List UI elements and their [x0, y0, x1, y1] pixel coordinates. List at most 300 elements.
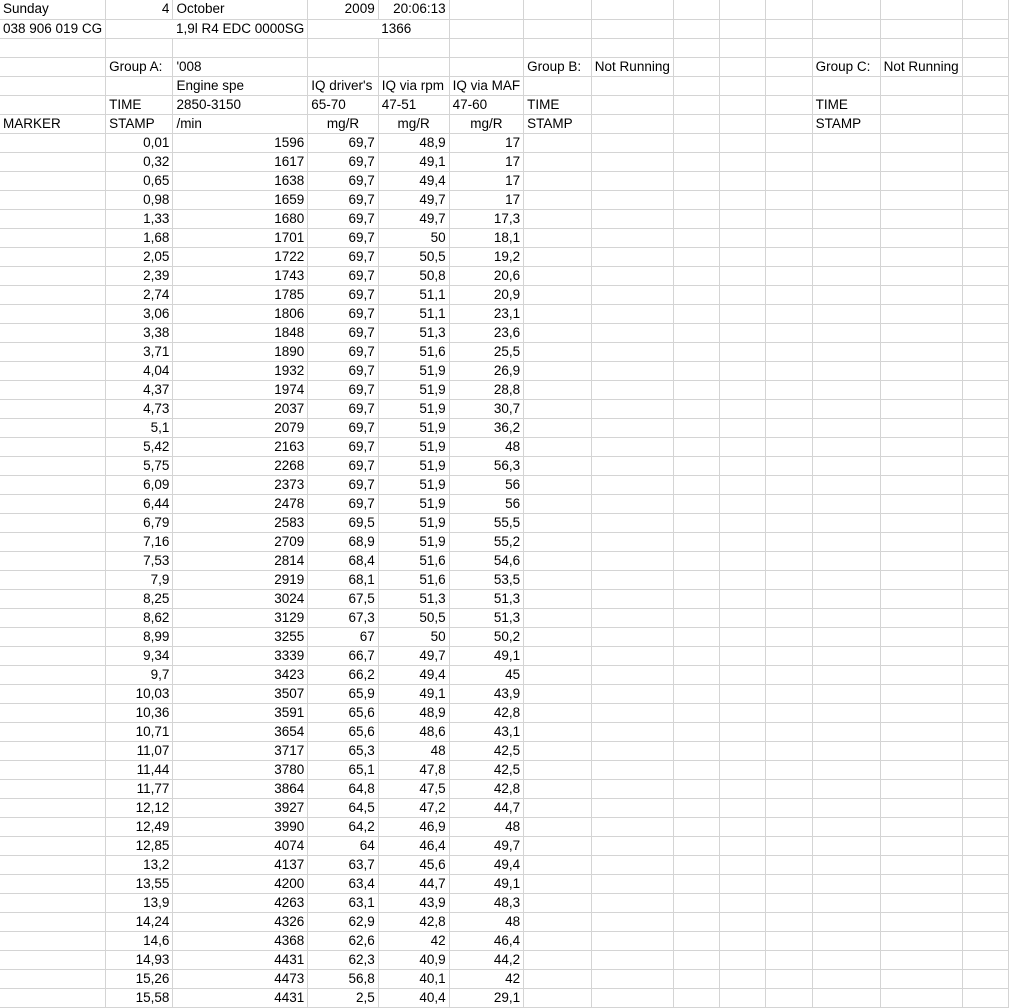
cell[interactable] [173, 38, 308, 57]
cell[interactable] [524, 285, 592, 304]
cell[interactable] [673, 855, 719, 874]
cell[interactable] [720, 608, 766, 627]
cell[interactable] [880, 95, 962, 114]
cell[interactable] [591, 722, 673, 741]
cell[interactable]: 69,7 [308, 152, 378, 171]
cell[interactable] [591, 684, 673, 703]
cell[interactable] [308, 57, 378, 76]
cell[interactable] [962, 817, 1008, 836]
cell[interactable] [591, 133, 673, 152]
cell[interactable]: 23,6 [449, 323, 524, 342]
cell[interactable] [524, 798, 592, 817]
cell[interactable] [812, 551, 880, 570]
cell[interactable]: 2079 [173, 418, 308, 437]
cell[interactable] [880, 665, 962, 684]
cell[interactable]: 4137 [173, 855, 308, 874]
cell[interactable] [524, 912, 592, 931]
cell[interactable] [880, 437, 962, 456]
cell[interactable]: 55,5 [449, 513, 524, 532]
cell[interactable] [812, 741, 880, 760]
cell[interactable] [673, 551, 719, 570]
cell[interactable] [106, 76, 173, 95]
cell[interactable] [673, 399, 719, 418]
cell[interactable] [880, 475, 962, 494]
cell[interactable]: 3255 [173, 627, 308, 646]
cell[interactable] [720, 209, 766, 228]
cell[interactable] [812, 152, 880, 171]
cell[interactable]: 8,25 [106, 589, 173, 608]
cell[interactable] [720, 399, 766, 418]
cell[interactable] [673, 988, 719, 1007]
cell[interactable] [812, 779, 880, 798]
cell[interactable] [766, 209, 812, 228]
cell[interactable]: 48,9 [378, 703, 449, 722]
cell[interactable] [880, 722, 962, 741]
cell[interactable] [766, 931, 812, 950]
cell[interactable] [673, 798, 719, 817]
cell[interactable] [591, 532, 673, 551]
cell[interactable] [673, 779, 719, 798]
cell[interactable]: 2037 [173, 399, 308, 418]
cell[interactable] [673, 114, 719, 133]
cell[interactable]: 69,7 [308, 494, 378, 513]
cell[interactable] [591, 627, 673, 646]
cell[interactable] [0, 342, 106, 361]
cell[interactable] [591, 171, 673, 190]
cell[interactable] [812, 266, 880, 285]
cell[interactable] [812, 589, 880, 608]
cell[interactable] [524, 570, 592, 589]
cell[interactable]: 69,7 [308, 323, 378, 342]
cell[interactable] [812, 0, 880, 19]
cell[interactable] [880, 247, 962, 266]
cell[interactable] [766, 836, 812, 855]
cell[interactable]: 65,1 [308, 760, 378, 779]
cell[interactable]: 65,9 [308, 684, 378, 703]
cell[interactable] [766, 969, 812, 988]
cell[interactable] [673, 494, 719, 513]
cell[interactable]: 69,7 [308, 437, 378, 456]
cell[interactable]: 6,09 [106, 475, 173, 494]
cell[interactable]: 48 [449, 912, 524, 931]
cell[interactable]: 20:06:13 [378, 0, 449, 19]
cell[interactable] [962, 703, 1008, 722]
cell[interactable]: 20,6 [449, 266, 524, 285]
cell[interactable] [591, 114, 673, 133]
cell[interactable] [812, 760, 880, 779]
cell[interactable]: 3591 [173, 703, 308, 722]
cell[interactable]: 48,6 [378, 722, 449, 741]
cell[interactable] [812, 475, 880, 494]
cell[interactable]: 11,44 [106, 760, 173, 779]
cell[interactable]: 69,7 [308, 456, 378, 475]
cell[interactable]: 50,5 [378, 608, 449, 627]
cell[interactable]: 44,2 [449, 950, 524, 969]
cell[interactable] [0, 494, 106, 513]
cell[interactable] [0, 304, 106, 323]
cell[interactable] [673, 703, 719, 722]
time-label[interactable]: TIME [106, 95, 173, 114]
cell[interactable] [812, 38, 880, 57]
cell[interactable]: 49,4 [378, 665, 449, 684]
cell[interactable] [720, 133, 766, 152]
cell[interactable] [0, 893, 106, 912]
cell[interactable] [673, 323, 719, 342]
cell[interactable] [591, 741, 673, 760]
cell[interactable] [673, 247, 719, 266]
cell[interactable]: 14,24 [106, 912, 173, 931]
cell[interactable] [962, 836, 1008, 855]
cell[interactable]: 10,03 [106, 684, 173, 703]
cell[interactable] [720, 190, 766, 209]
cell[interactable]: 2,5 [308, 988, 378, 1007]
cell[interactable]: 4 [106, 0, 173, 19]
cell[interactable]: 49,7 [449, 836, 524, 855]
cell[interactable]: 65,3 [308, 741, 378, 760]
cell[interactable]: 49,1 [449, 646, 524, 665]
cell[interactable] [766, 608, 812, 627]
cell[interactable]: 2919 [173, 570, 308, 589]
cell[interactable]: 3717 [173, 741, 308, 760]
cell[interactable] [524, 741, 592, 760]
cell[interactable] [880, 114, 962, 133]
cell[interactable]: 69,7 [308, 247, 378, 266]
cell[interactable] [720, 969, 766, 988]
cell[interactable] [591, 361, 673, 380]
cell[interactable] [591, 817, 673, 836]
cell[interactable] [962, 266, 1008, 285]
cell[interactable]: 51,6 [378, 570, 449, 589]
cell[interactable]: 3654 [173, 722, 308, 741]
cell[interactable]: 26,9 [449, 361, 524, 380]
cell[interactable] [962, 931, 1008, 950]
cell[interactable] [591, 931, 673, 950]
cell[interactable] [720, 152, 766, 171]
cell[interactable]: 40,9 [378, 950, 449, 969]
cell[interactable] [766, 171, 812, 190]
cell[interactable]: 1890 [173, 342, 308, 361]
cell[interactable] [524, 551, 592, 570]
cell[interactable] [106, 38, 173, 57]
cell[interactable] [673, 760, 719, 779]
cell[interactable] [962, 551, 1008, 570]
cell[interactable] [673, 304, 719, 323]
cell[interactable]: 17 [449, 152, 524, 171]
cell[interactable] [812, 209, 880, 228]
cell[interactable] [0, 133, 106, 152]
cell[interactable] [591, 836, 673, 855]
cell[interactable] [766, 741, 812, 760]
cell[interactable] [720, 570, 766, 589]
cell[interactable]: 23,1 [449, 304, 524, 323]
cell[interactable]: 63,7 [308, 855, 378, 874]
cell[interactable]: 69,7 [308, 304, 378, 323]
cell[interactable] [720, 665, 766, 684]
cell[interactable]: October [173, 0, 308, 19]
cell[interactable]: 42,8 [449, 779, 524, 798]
cell[interactable] [812, 437, 880, 456]
cell[interactable] [673, 342, 719, 361]
cell[interactable] [880, 456, 962, 475]
cell[interactable] [0, 988, 106, 1007]
cell[interactable] [766, 988, 812, 1007]
cell[interactable] [962, 190, 1008, 209]
cell[interactable]: 1806 [173, 304, 308, 323]
cell[interactable] [720, 285, 766, 304]
cell[interactable]: 3507 [173, 684, 308, 703]
cell[interactable]: 1596 [173, 133, 308, 152]
cell[interactable] [720, 874, 766, 893]
cell[interactable] [766, 437, 812, 456]
cell[interactable] [524, 266, 592, 285]
cell[interactable]: 1974 [173, 380, 308, 399]
cell[interactable]: 69,7 [308, 133, 378, 152]
cell[interactable] [766, 703, 812, 722]
cell[interactable] [962, 38, 1008, 57]
cell[interactable] [720, 266, 766, 285]
cell[interactable] [880, 133, 962, 152]
cell[interactable]: 0,98 [106, 190, 173, 209]
cell[interactable]: 30,7 [449, 399, 524, 418]
cell[interactable] [0, 589, 106, 608]
cell[interactable] [524, 874, 592, 893]
cell[interactable] [720, 57, 766, 76]
cell[interactable] [962, 988, 1008, 1007]
cell[interactable] [766, 874, 812, 893]
cell[interactable] [591, 779, 673, 798]
cell[interactable] [0, 855, 106, 874]
cell[interactable] [766, 323, 812, 342]
cell[interactable] [766, 304, 812, 323]
cell[interactable] [720, 627, 766, 646]
cell[interactable] [812, 798, 880, 817]
cell[interactable] [766, 570, 812, 589]
cell[interactable] [0, 209, 106, 228]
cell[interactable] [673, 475, 719, 494]
cell[interactable]: 42,5 [449, 760, 524, 779]
cell[interactable]: 2163 [173, 437, 308, 456]
cell[interactable]: 68,9 [308, 532, 378, 551]
cell[interactable] [812, 76, 880, 95]
cell[interactable]: 5,1 [106, 418, 173, 437]
cell[interactable] [673, 152, 719, 171]
cell[interactable] [812, 304, 880, 323]
cell[interactable]: 48 [449, 437, 524, 456]
cell[interactable] [524, 760, 592, 779]
cell[interactable]: 50,2 [449, 627, 524, 646]
cell[interactable]: 7,9 [106, 570, 173, 589]
stamp-label[interactable]: STAMP [106, 114, 173, 133]
cell[interactable] [0, 950, 106, 969]
cell[interactable] [962, 760, 1008, 779]
cell[interactable]: 3,06 [106, 304, 173, 323]
cell[interactable] [673, 285, 719, 304]
cell[interactable] [524, 950, 592, 969]
cell[interactable] [880, 817, 962, 836]
cell[interactable] [962, 171, 1008, 190]
cell[interactable]: 1701 [173, 228, 308, 247]
cell[interactable] [812, 608, 880, 627]
cell[interactable] [766, 627, 812, 646]
cell[interactable] [766, 456, 812, 475]
cell[interactable] [766, 912, 812, 931]
cell[interactable] [766, 361, 812, 380]
cell[interactable] [673, 513, 719, 532]
cell[interactable] [880, 19, 962, 38]
cell[interactable] [812, 950, 880, 969]
cell[interactable]: 69,5 [308, 513, 378, 532]
cell[interactable] [962, 342, 1008, 361]
cell[interactable]: 2814 [173, 551, 308, 570]
cell[interactable] [880, 266, 962, 285]
cell[interactable] [962, 969, 1008, 988]
cell[interactable]: 55,2 [449, 532, 524, 551]
cell[interactable] [766, 399, 812, 418]
cell[interactable]: 47,8 [378, 760, 449, 779]
cell[interactable]: 1,68 [106, 228, 173, 247]
cell[interactable] [766, 0, 812, 19]
cell[interactable]: 6,44 [106, 494, 173, 513]
cell[interactable] [720, 836, 766, 855]
cell[interactable] [962, 304, 1008, 323]
cell[interactable] [880, 38, 962, 57]
cell[interactable]: 1722 [173, 247, 308, 266]
cell[interactable]: 3990 [173, 817, 308, 836]
cell[interactable]: 4368 [173, 931, 308, 950]
cell[interactable] [591, 665, 673, 684]
cell[interactable] [962, 855, 1008, 874]
cell[interactable]: 13,2 [106, 855, 173, 874]
cell[interactable]: 2,05 [106, 247, 173, 266]
cell[interactable] [766, 380, 812, 399]
cell[interactable] [673, 418, 719, 437]
cell[interactable] [766, 228, 812, 247]
cell[interactable] [524, 703, 592, 722]
cell[interactable] [308, 19, 378, 38]
cell[interactable] [880, 741, 962, 760]
cell[interactable] [962, 0, 1008, 19]
cell[interactable] [720, 380, 766, 399]
cell[interactable] [0, 874, 106, 893]
cell[interactable] [720, 760, 766, 779]
cell[interactable]: 12,49 [106, 817, 173, 836]
cell[interactable] [524, 456, 592, 475]
cell[interactable] [880, 152, 962, 171]
cell[interactable]: 46,9 [378, 817, 449, 836]
cell[interactable]: 68,4 [308, 551, 378, 570]
cell[interactable] [673, 133, 719, 152]
cell[interactable] [0, 912, 106, 931]
cell[interactable] [812, 627, 880, 646]
cell[interactable] [673, 608, 719, 627]
cell[interactable] [812, 380, 880, 399]
cell[interactable] [720, 361, 766, 380]
cell[interactable] [591, 266, 673, 285]
cell[interactable] [962, 950, 1008, 969]
cell[interactable] [591, 418, 673, 437]
cell[interactable]: 69,7 [308, 190, 378, 209]
cell[interactable]: 40,4 [378, 988, 449, 1007]
cell[interactable]: 11,77 [106, 779, 173, 798]
cell[interactable] [766, 114, 812, 133]
cell[interactable] [766, 589, 812, 608]
cell[interactable] [880, 304, 962, 323]
cell[interactable] [720, 798, 766, 817]
cell[interactable] [524, 988, 592, 1007]
cell[interactable]: 69,7 [308, 228, 378, 247]
col-iq-maf-unit[interactable]: mg/R [449, 114, 524, 133]
cell[interactable] [880, 209, 962, 228]
cell[interactable]: 51,9 [378, 494, 449, 513]
cell[interactable] [880, 361, 962, 380]
cell[interactable] [524, 931, 592, 950]
cell[interactable] [0, 570, 106, 589]
cell[interactable]: 51,9 [378, 532, 449, 551]
col-iq-driver-name[interactable]: IQ driver's [308, 76, 378, 95]
cell[interactable]: 1932 [173, 361, 308, 380]
cell[interactable] [812, 893, 880, 912]
cell[interactable] [673, 589, 719, 608]
cell[interactable] [524, 475, 592, 494]
cell[interactable]: 43,1 [449, 722, 524, 741]
cell[interactable]: 12,12 [106, 798, 173, 817]
cell[interactable] [880, 513, 962, 532]
cell[interactable]: 63,4 [308, 874, 378, 893]
cell[interactable] [673, 969, 719, 988]
cell[interactable] [880, 912, 962, 931]
cell[interactable] [524, 722, 592, 741]
cell[interactable] [720, 912, 766, 931]
cell[interactable] [720, 437, 766, 456]
cell[interactable] [720, 646, 766, 665]
cell[interactable] [0, 665, 106, 684]
cell[interactable] [812, 722, 880, 741]
cell[interactable] [524, 969, 592, 988]
cell[interactable] [962, 456, 1008, 475]
cell[interactable] [0, 646, 106, 665]
cell[interactable] [591, 570, 673, 589]
cell[interactable]: 1,9l R4 EDC 0000SG [173, 19, 308, 38]
cell[interactable]: 1743 [173, 266, 308, 285]
cell[interactable]: 13,55 [106, 874, 173, 893]
cell[interactable]: 4,73 [106, 399, 173, 418]
cell[interactable]: 3780 [173, 760, 308, 779]
cell[interactable]: 1638 [173, 171, 308, 190]
cell[interactable]: 67,5 [308, 589, 378, 608]
cell[interactable]: 3339 [173, 646, 308, 665]
cell[interactable] [812, 456, 880, 475]
cell[interactable] [524, 513, 592, 532]
cell[interactable] [962, 380, 1008, 399]
cell[interactable]: 13,9 [106, 893, 173, 912]
col-engine-speed-name[interactable]: Engine spe [173, 76, 308, 95]
cell[interactable]: 65,6 [308, 703, 378, 722]
group-b-time-label[interactable]: TIME [524, 95, 592, 114]
cell[interactable] [524, 779, 592, 798]
cell[interactable] [720, 475, 766, 494]
cell[interactable]: 5,75 [106, 456, 173, 475]
cell[interactable]: 67,3 [308, 608, 378, 627]
cell[interactable]: 2009 [308, 0, 378, 19]
cell[interactable]: 48 [449, 817, 524, 836]
cell[interactable] [591, 551, 673, 570]
cell[interactable] [812, 247, 880, 266]
cell[interactable] [378, 38, 449, 57]
cell[interactable]: 1,33 [106, 209, 173, 228]
cell[interactable]: 50 [378, 627, 449, 646]
cell[interactable] [962, 418, 1008, 437]
cell[interactable] [766, 532, 812, 551]
